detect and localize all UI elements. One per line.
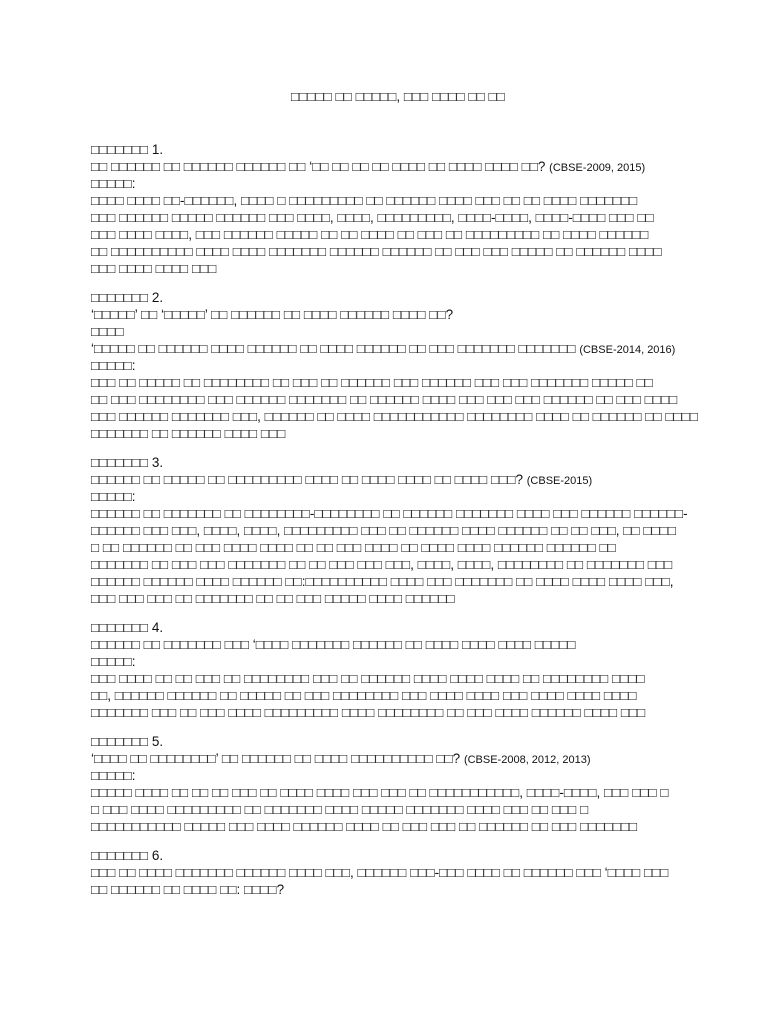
question-line (91, 864, 760, 881)
cbse-tag: (CBSE-2009, 2015) (549, 162, 646, 174)
question-block (91, 289, 760, 442)
answer-label: □□□□□: (91, 358, 136, 373)
question-text: □□□□□□ □□ □□□□□ □□ □□□□□□□□□ □□□□ □□ □□□□ □□□□ □□ □□□□ □□□? (91, 472, 527, 487)
question-line (91, 306, 760, 323)
question-block (91, 847, 760, 898)
answer-line: □ □□ □□□□□□ □□ □□□ □□□□ □□□□ □□ □□ □□□ □□□□ □□ □□□□ □□□□ □□□□□□ □□□□□□ □□ (91, 540, 616, 555)
question-block (91, 454, 760, 607)
question-text: □□□□□□ □□ □□□□□□□ □□□ ‘□□□□ □□□□□□□ □□□□□□ □□ □□□□ □□□□ □□□□ □□□□□ (91, 637, 576, 652)
answer-line: □□□□□ □□□□ □□ □□ □□ □□□ □□ □□□□ □□□□ □□□ □□□ □□ □□□□□□□□□□□, □□□□-□□□□, □□□ □□□ □ (91, 785, 669, 800)
question-text: ‘□□□□□’ □□ ‘□□□□□’ □□ □□□□□□ □□ □□□□ □□□□□□ □□□□ □□? (91, 307, 454, 322)
answer-label: □□□□□: (91, 654, 136, 669)
answer-line: □□□□□□□□□□□ □□□□□ □□□ □□□□ □□□□□□ □□□□ □□ □□□ □□□ □□ □□□□□□ □□ □□□ □□□□□□□ (91, 819, 638, 834)
document-title: □□□□□ □□ □□□□□, □□□ □□□□ □□ □□ (291, 89, 505, 104)
question-label: □□□□□□□ 1. (91, 142, 164, 157)
cbse-tag: (CBSE-2015) (526, 475, 593, 487)
answer-line: □ □□□ □□□□ □□□□□□□□□ □□ □□□□□□□ □□□□ □□□□□ □□□□□□□ □□□□ □□□ □□ □□□ □ (91, 802, 589, 817)
answer-line: □□ □□□□□□□□□□ □□□□ □□□□ □□□□□□□ □□□□□□ □□□□□□ □□ □□□ □□□ □□□□□ □□ □□□□□□ □□□□ (91, 244, 662, 259)
answer-label: □□□□□: (91, 768, 136, 783)
answer-line: □□ □□□ □□□□□□□□ □□□ □□□□□□ □□□□□□□ □□ □□□□□□ □□□□ □□□ □□□ □□□ □□□□□□ □□ □□□ □□□□ (91, 392, 678, 407)
answer-line: □□□□ □□□□ □□-□□□□□□, □□□□ □ □□□□□□□□□ □□ □□□□□□ □□□□ □□□ □□ □□ □□□□ □□□□□□□ (91, 193, 638, 208)
answer-line: □□□ □□□□□□ □□□□□□□ □□□, □□□□□□ □□ □□□□ □□□□□□□□□□□ □□□□□□□□ □□□□ □□ □□□□□□ □□ □□□□ (91, 409, 698, 424)
question-label: □□□□□□□ 3. (91, 455, 164, 470)
answer-line: □□□ □□□□ □□□□ □□□ (91, 261, 217, 276)
answer-line: □□□□□□ □□□□□□ □□□□ □□□□□□ □□:□□□□□□□□□□ □□□□ □□□ □□□□□□□ □□ □□□□ □□□□ □□□□ □□□, (91, 574, 674, 589)
answer-label: □□□□□: (91, 176, 136, 191)
answer-line: □□□ □□□ □□□ □□ □□□□□□□ □□ □□ □□□ □□□□□ □□□□ □□□□□□ (91, 591, 455, 606)
question-text: □□□□ (91, 324, 124, 339)
answer-line: □□□ □□□□ □□□□, □□□ □□□□□□ □□□□□ □□ □□ □□□□ □□ □□□ □□ □□□□□□□□□ □□ □□□□ □□□□□□ (91, 227, 649, 242)
question-text: □□ □□□□□□ □□ □□□□ □□: □□□□? (91, 882, 285, 897)
question-label: □□□□□□□ 5. (91, 734, 164, 749)
question-block (91, 733, 760, 835)
answer-label: □□□□□: (91, 489, 136, 504)
question-label: □□□□□□□ 4. (91, 620, 164, 635)
document-body (91, 88, 760, 898)
question-block (91, 141, 760, 277)
question-line (91, 636, 760, 653)
question-label: □□□□□□□ 6. (91, 848, 164, 863)
question-label: □□□□□□□ 2. (91, 290, 164, 305)
answer-line: □□, □□□□□□ □□□□□□ □□ □□□□□ □□ □□□ □□□□□□□□ □□□ □□□□ □□□□ □□□ □□□□ □□□□ □□□□ (91, 688, 637, 703)
answer-line: □□□□□□□ □□□ □□ □□□ □□□□ □□□□□□□□□ □□□□ □□□□□□□□ □□ □□□ □□□□ □□□□□□ □□□□ □□□ (91, 705, 646, 720)
question-line (91, 323, 760, 340)
answer-line: □□□□□□ □□ □□□□□□□ □□ □□□□□□□□-□□□□□□□□ □□ □□□□□□ □□□□□□□ □□□□ □□□ □□□□□□ □□□□□□- (91, 506, 688, 521)
question-block (91, 619, 760, 721)
answer-line: □□□ □□□□ □□ □□ □□□ □□ □□□□□□□□ □□□ □□ □□□□□□ □□□□ □□□□ □□□□ □□ □□□□□□□□ □□□□ (91, 671, 645, 686)
question-text: □□ □□□□□□ □□ □□□□□□ □□□□□□ □□ ‘□□ □□ □□ □□ □□□□ □□ □□□□ □□□□ □□? (91, 159, 550, 174)
question-line (91, 881, 760, 898)
cbse-tag: (CBSE-2014, 2016) (579, 344, 676, 356)
answer-line: □□□ □□ □□□□□ □□ □□□□□□□□ □□ □□□ □□ □□□□□□ □□□ □□□□□□ □□□ □□□ □□□□□□□ □□□□□ □□ (91, 375, 653, 390)
answer-line: □□□ □□□□□□ □□□□□ □□□□□□ □□□ □□□□, □□□□, □□□□□□□□□, □□□□-□□□□, □□□□-□□□□ □□□ □□ (91, 210, 654, 225)
cbse-tag: (CBSE-2008, 2012, 2013) (463, 754, 591, 766)
answer-line: □□□□□□ □□□ □□□, □□□□, □□□□, □□□□□□□□□ □□□ □□ □□□□□□ □□□□ □□□□□□ □□ □□ □□□, □□ □□□□ (91, 523, 676, 538)
question-line (91, 158, 760, 175)
question-text: □□□ □□ □□□□ □□□□□□□ □□□□□□ □□□□ □□□, □□□□□□ □□□-□□□ □□□□ □□ □□□□□□ □□□ ‘□□□□ □□□ (91, 865, 669, 880)
answer-line: □□□□□□□ □□ □□□ □□□ □□□□□□□ □□ □□ □□□ □□□ □□□, □□□□, □□□□, □□□□□□□□ □□ □□□□□□□ □□□ (91, 557, 673, 572)
question-line (91, 471, 760, 488)
question-text: ‘□□□□ □□ □□□□□□□□’ □□ □□□□□□ □□ □□□□ □□□□□□□□□□ □□? (91, 751, 464, 766)
answer-line: □□□□□□□ □□ □□□□□□ □□□□ □□□ (91, 426, 286, 441)
question-text: ‘□□□□□ □□ □□□□□□ □□□□ □□□□□□ □□ □□□□ □□□□□□ □□ □□□ □□□□□□□ □□□□□□□ (91, 341, 580, 356)
question-line (91, 750, 760, 767)
question-line (91, 340, 760, 357)
